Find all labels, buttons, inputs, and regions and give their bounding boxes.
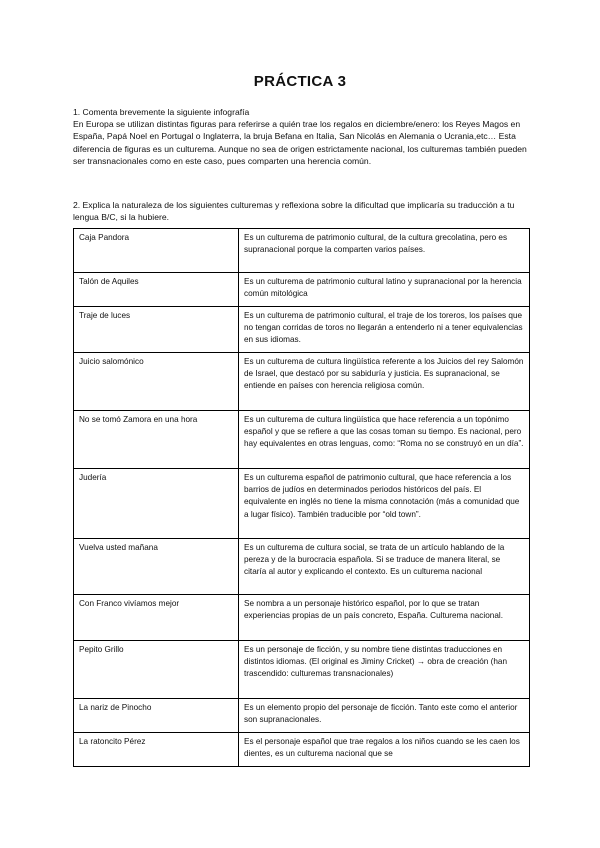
culturemas-table <box>73 228 530 767</box>
table-row <box>74 229 530 273</box>
explanation-cell: Es un culturema de cultura lingüística referente a los Juicios del rey Salomón de Israel, que destacó por su sabiduría y justicia. Es supranacional, se entiende en países con herencia religiosa común. <box>239 353 530 411</box>
table-row <box>74 539 530 595</box>
table-row <box>74 733 530 767</box>
section-1-body: En Europa se utilizan distintas figuras para referirse a quién trae los regalos en diciembre/enero: los Reyes Magos en España, Papá Noel en Portugal o Inglaterra, la bruja Befana en Italia, San Nicolás en Alemania o Ucrania,etc… Esta diferencia de figuras es un culturema. Aunque no sea de origen estrictamente nacional, los culturemas también pueden ser transnacionales como en este caso, pues comparten una herencia común. <box>73 119 527 166</box>
term-cell: Juicio salomónico <box>74 353 239 411</box>
table-row <box>74 273 530 307</box>
explanation-cell: Es un culturema de cultura lingüística que hace referencia a un topónimo español y que se refiere a que las cosas toman su tiempo. Es nacional, pero hay equivalentes en otras lenguas, como: “Roma no se construyó en un día”. <box>239 411 530 469</box>
section-2-heading: 2. Explica la naturaleza de los siguientes culturemas y reflexiona sobre la dificultad que implicaría su traducción a tu lengua B/C, si la hubiere. <box>73 200 515 223</box>
section-1-heading: 1. Comenta brevemente la siguiente infografía <box>73 107 250 117</box>
term-cell: Pepito Grillo <box>74 641 239 699</box>
table-row <box>74 411 530 469</box>
term-cell: Traje de luces <box>74 307 239 353</box>
table-row <box>74 641 530 699</box>
table-row <box>74 595 530 641</box>
table-row <box>74 469 530 539</box>
explanation-cell: Es un culturema de cultura social, se trata de un artículo hablando de la pereza y de la burocracia española. Si se traduce de manera literal, se citaría al autor y explicando el contexto. Es un culturema nacional <box>239 539 530 595</box>
table-row <box>74 353 530 411</box>
explanation-cell: Es un elemento propio del personaje de ficción. Tanto este como el anterior son supranacionales. <box>239 699 530 733</box>
term-cell: Vuelva usted mañana <box>74 539 239 595</box>
page-title: PRÁCTICA 3 <box>253 73 347 90</box>
term-cell: La nariz de Pinocho <box>74 699 239 733</box>
section-2 <box>73 199 528 223</box>
term-cell: La ratoncito Pérez <box>74 733 239 767</box>
table-row <box>74 307 530 353</box>
term-cell: Con Franco vivíamos mejor <box>74 595 239 641</box>
term-cell: Caja Pandora <box>74 229 239 273</box>
explanation-cell: Es un culturema de patrimonio cultural latino y supranacional por la herencia común mitológica <box>239 273 530 307</box>
section-1 <box>73 106 528 167</box>
table-row <box>74 699 530 733</box>
explanation-cell: Es un culturema de patrimonio cultural, el traje de los toreros, los países que no tengan corridas de toros no llegarán a entenderlo ni a tener equivalencias en sus idiomas. <box>239 307 530 353</box>
explanation-cell: Se nombra a un personaje histórico español, por lo que se tratan experiencias propias de un país concreto, España. Culturema nacional. <box>239 595 530 641</box>
explanation-cell: Es un culturema español de patrimonio cultural, que hace referencia a los barrios de judíos en determinados periodos históricos del país. El equivalente en inglés no tiene la misma connotación (más a comunidad que a lugar físico). También traducible por “old town”. <box>239 469 530 539</box>
term-cell: No se tomó Zamora en una hora <box>74 411 239 469</box>
explanation-cell: Es un culturema de patrimonio cultural, de la cultura grecolatina, pero es supranacional porque la comparten varios países. <box>239 229 530 273</box>
explanation-cell: Es un personaje de ficción, y su nombre tiene distintas traducciones en distintos idiomas. (El original es Jiminy Cricket) → obra de creación (han trascendido: culturemas transnacionales) <box>239 641 530 699</box>
term-cell: Talón de Aquiles <box>74 273 239 307</box>
explanation-cell: Es el personaje español que trae regalos a los niños cuando se les caen los dientes, es un culturema nacional que se <box>239 733 530 767</box>
term-cell: Judería <box>74 469 239 539</box>
